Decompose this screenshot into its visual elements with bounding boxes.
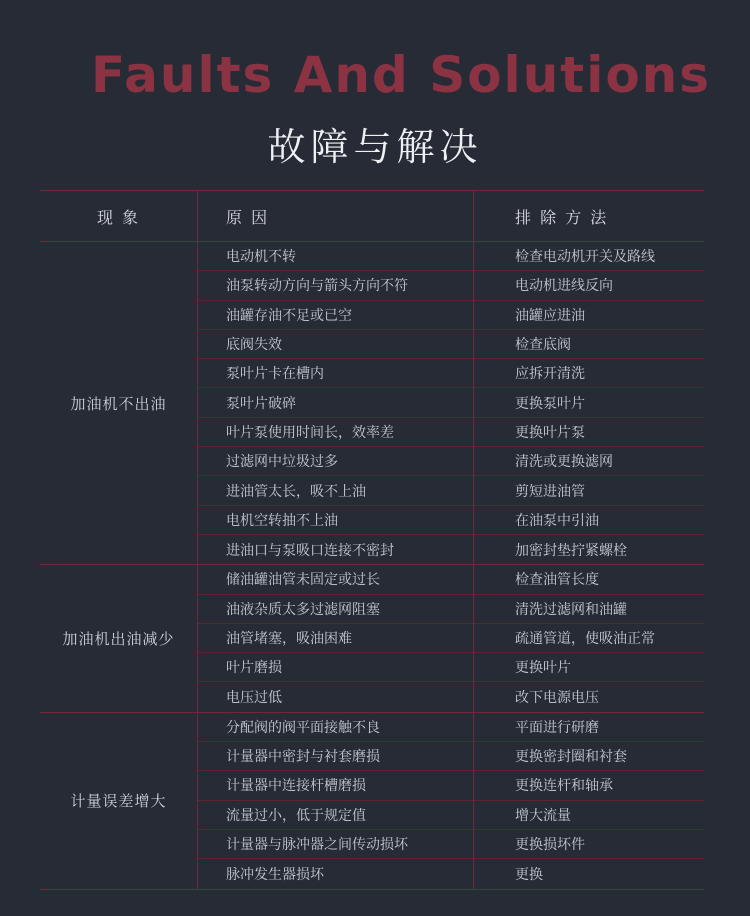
- cause-cell: 计量器与脉冲器之间传动损坏: [226, 837, 408, 854]
- solution-cell: 增大流量: [515, 807, 571, 824]
- column-header-phenomenon: 现 象: [96, 207, 141, 227]
- cause-cell: 进油口与泵吸口连接不密封: [226, 542, 394, 559]
- cause-cell: 油泵转动方向与箭头方向不符: [226, 278, 408, 295]
- cause-cell: 计量器中密封与衬套磨损: [226, 749, 380, 766]
- solution-cell: 改下电源电压: [515, 690, 599, 707]
- table-row: [197, 565, 704, 594]
- cause-cell: 进油管太长，吸不上油: [226, 483, 366, 500]
- phenomenon-group: [40, 713, 704, 889]
- column-header-cause: 原 因: [226, 207, 270, 227]
- phenomenon-cell: 加油机出油减少: [62, 630, 175, 648]
- solution-cell: 检查底阀: [515, 337, 571, 354]
- cause-cell: 叶片磨损: [226, 660, 282, 677]
- table-row: [197, 418, 704, 447]
- solution-cell: 更换密封圈和衬套: [515, 749, 627, 766]
- phenomenon-group: [40, 565, 704, 712]
- table-row: [197, 242, 704, 271]
- solution-cell: 电动机进线反向: [515, 278, 613, 295]
- table-row: [197, 301, 704, 330]
- page-title-zh: 故障与解决: [267, 125, 483, 169]
- cause-cell: 流量过小，低于规定值: [226, 807, 366, 824]
- table-row: [197, 595, 704, 624]
- solution-cell: 更换叶片泵: [515, 424, 585, 441]
- table-row: [197, 388, 704, 417]
- table-row: [197, 653, 704, 682]
- solution-cell: 更换泵叶片: [515, 395, 585, 412]
- solution-cell: 清洗过滤网和油罐: [515, 601, 627, 618]
- group-rows: [197, 713, 704, 889]
- table-row: [197, 742, 704, 771]
- cause-cell: 油管堵塞，吸油困难: [226, 631, 352, 647]
- table-row: [197, 771, 704, 800]
- solution-cell: 应拆开清洗: [515, 366, 585, 383]
- phenomenon-cell: 计量误差增大: [70, 792, 167, 811]
- cause-cell: 电机空转抽不上油: [226, 512, 338, 529]
- cause-cell: 电动机不转: [226, 249, 296, 266]
- table-row: [197, 506, 704, 535]
- table-row: [197, 859, 704, 888]
- cause-cell: 底阀失效: [226, 337, 282, 354]
- solution-cell: 在油泵中引油: [515, 512, 599, 529]
- table-row: [197, 330, 704, 359]
- solution-cell: 剪短进油管: [515, 483, 585, 500]
- group-rows: [197, 565, 704, 711]
- solution-cell: 平面进行研磨: [515, 719, 599, 736]
- solution-cell: 清洗或更换滤网: [515, 454, 613, 471]
- column-header-solution: 排 除 方 法: [515, 207, 609, 227]
- phenomenon-group: [40, 242, 704, 565]
- table-body: [40, 242, 704, 889]
- solution-cell: 检查油管长度: [515, 572, 599, 589]
- solution-cell: 更换叶片: [515, 660, 571, 677]
- cause-cell: 油罐存油不足或已空: [226, 307, 352, 324]
- cause-cell: 过滤网中垃圾过多: [226, 454, 338, 471]
- table-row: [197, 830, 704, 859]
- table-row: [197, 447, 704, 476]
- phenomenon-cell: 加油机不出油: [70, 394, 167, 413]
- cause-cell: 油液杂质太多过滤网阻塞: [226, 601, 380, 618]
- column-divider-phenomenon-cause: [197, 191, 198, 889]
- cause-cell: 电压过低: [226, 690, 282, 707]
- fault-solution-table: [40, 190, 704, 890]
- cause-cell: 泵叶片卡在槽内: [226, 366, 324, 383]
- cause-cell: 泵叶片破碎: [226, 395, 296, 412]
- solution-cell: 疏通管道，使吸油正常: [515, 631, 655, 647]
- solution-cell: 加密封垫拧紧螺栓: [515, 542, 627, 559]
- table-row: [197, 271, 704, 300]
- cause-cell: 脉冲发生器损坏: [226, 866, 324, 883]
- cause-cell: 叶片泵使用时间长，效率差: [226, 424, 394, 441]
- table-row: [197, 535, 704, 564]
- page-title-en: Faults And Solutions: [90, 46, 712, 104]
- cause-cell: 分配阀的阀平面接触不良: [226, 719, 380, 736]
- table-row: [197, 359, 704, 388]
- table-header-row: [40, 191, 704, 242]
- cause-cell: 计量器中连接杆槽磨损: [226, 778, 366, 795]
- table-row: [197, 624, 704, 653]
- table-row: [197, 682, 704, 711]
- table-row: [197, 801, 704, 830]
- column-divider-cause-solution: [473, 191, 474, 889]
- group-rows: [197, 242, 704, 564]
- solution-cell: 更换: [515, 866, 543, 883]
- solution-cell: 检查电动机开关及路线: [515, 249, 655, 266]
- cause-cell: 储油罐油管未固定或过长: [226, 572, 380, 589]
- solution-cell: 更换连杆和轴承: [515, 778, 613, 795]
- table-row: [197, 476, 704, 505]
- solution-cell: 油罐应进油: [515, 307, 585, 324]
- solution-cell: 更换损坏件: [515, 837, 585, 854]
- table-row: [197, 713, 704, 742]
